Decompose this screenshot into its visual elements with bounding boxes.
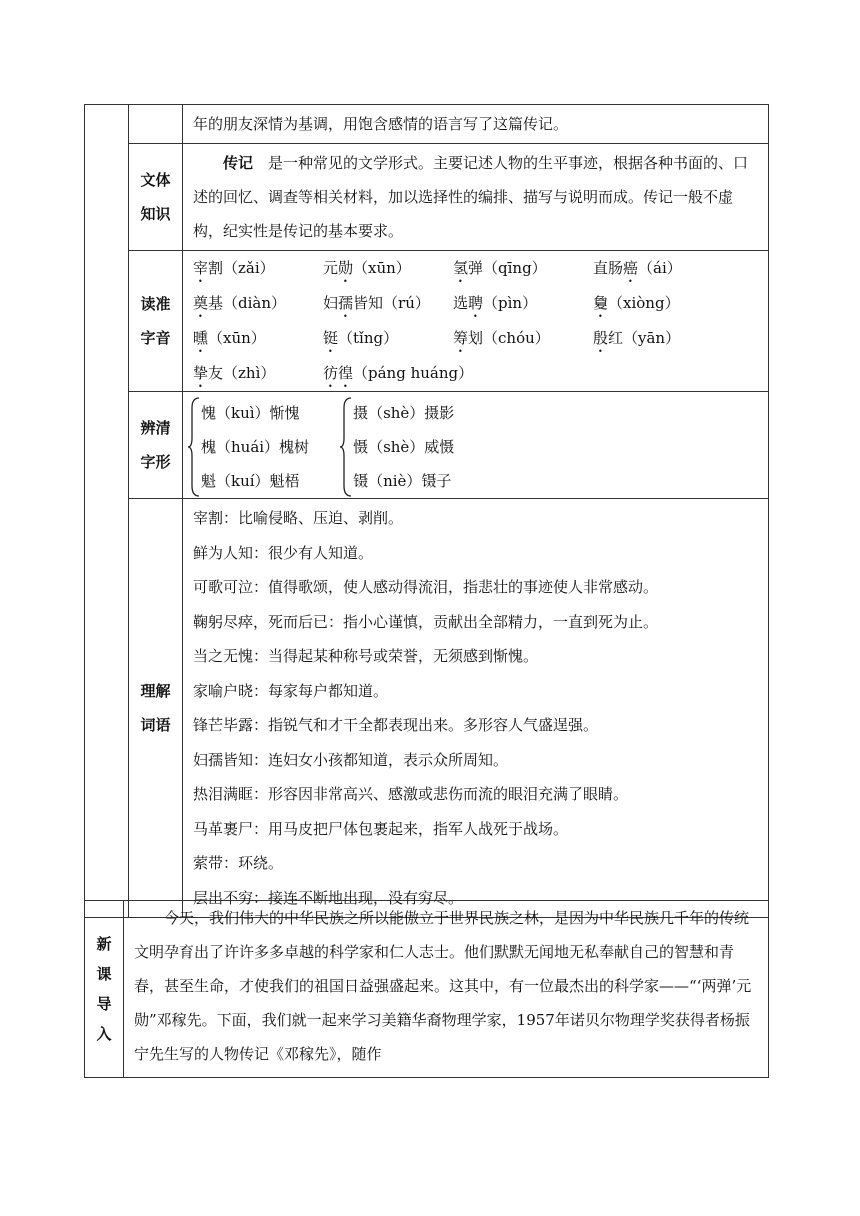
- vocab-item: 马革裹尸：用马皮把尸体包裹起来，指军人战死于战场。: [193, 819, 569, 838]
- vocab-label: 理解 词语: [129, 499, 183, 918]
- vocab-item: 宰割：比喻侵略、压迫、剥削。: [193, 509, 404, 527]
- vocab-item: 热泪满眶：形容因非常高兴、感激或悲伤而流的眼泪充满了眼睛。: [193, 785, 629, 803]
- pronunciation-item: 宰割（zǎi）: [193, 259, 275, 277]
- glyph-item: 魁（kuí）魁梧: [201, 472, 300, 490]
- pronunciation-item: 殷红（yān）: [593, 329, 681, 347]
- brace-icon: [187, 396, 201, 498]
- vocab-item: 当之无愧：当得起某种称号或荣誉，无须感到惭愧。: [193, 647, 539, 665]
- glyph-item: 槐（huái）槐树: [201, 438, 310, 456]
- genre-label: 文体 知识: [129, 144, 183, 251]
- pronunciation-item: 妇孺皆知（rú）: [323, 294, 430, 312]
- lesson-intro-text: 今天，我们伟大的中华民族之所以能傲立于世界民族之林，是因为中华民族几千年的传统文明孕育出了许许多多卓越的科学家和仁人志士。他们默默无闻地无私奉献自己的智慧和青春，甚至生命，才使我们的祖国日益强盛起来。这其中，有一位最杰出的科学家——“‘两弹’元勋”邓稼先。下面，我们就一起来学习美籍华裔物理学家，1957年诺贝尔物理学奖获得者杨振宁先生写的人物传记《邓稼先》，随作: [124, 901, 769, 1078]
- glyph-item: 镊（niè）镊子: [353, 472, 452, 490]
- lesson-intro-label: 新 课 导 入: [85, 901, 124, 1078]
- pronunciation-grid: [183, 251, 768, 391]
- pronunciation-item: 曛（xūn）: [193, 329, 266, 347]
- pronunciation-cell: [183, 251, 769, 392]
- glyph-cell: [183, 392, 769, 499]
- knowledge-table: [84, 104, 769, 918]
- pronunciation-item: 挚友（zhì）: [193, 364, 276, 382]
- pronunciation-item: 氢弹（qīng）: [453, 259, 547, 277]
- pronunciation-item: 敻（xiòng）: [593, 294, 680, 312]
- pronunciation-item: 直肠癌（ái）: [593, 259, 682, 277]
- pronunciation-item: 彷徨（páng huáng）: [323, 364, 474, 382]
- glyph-item: 慑（shè）威慑: [353, 438, 455, 456]
- pronunciation-item: 奠基（diàn）: [193, 294, 287, 312]
- vocab-item: 萦带：环绕。: [193, 854, 284, 872]
- glyph-group-1: [187, 396, 309, 498]
- empty-label-cell: [129, 105, 183, 144]
- glyph-item: 摄（shè）摄影: [353, 404, 455, 422]
- vocab-item: 家喻户晓：每家每户都知道。: [193, 681, 389, 700]
- vocab-item: 锋芒毕露：指锐气和才干全都表现出来。多形容人气盛逞强。: [193, 716, 599, 734]
- lesson-intro-table: [84, 900, 769, 1078]
- glyph-group-2: [339, 396, 454, 498]
- pronunciation-item: 铤（tǐng）: [323, 329, 399, 347]
- genre-text: 传记 是一种常见的文学形式。主要记述人物的生平事迹，根据各种书面的、口述的回忆、调查等相关材料，加以选择性的编排、描写与说明而成。传记一般不虚构，纪实性是传记的基本要求。: [183, 144, 769, 251]
- pronunciation-item: 元勋（xūn）: [323, 259, 411, 277]
- vocab-item: 层出不穷：接连不断地出现，没有穷尽。: [193, 888, 464, 907]
- left-margin-column: [85, 105, 129, 918]
- genre-term: 传记: [223, 154, 254, 172]
- brace-icon: [339, 396, 353, 498]
- vocab-item: 可歌可泣：值得歌颂，使人感动得流泪，指悲壮的事迹使人非常感动。: [193, 578, 659, 596]
- intro-continuation: 年的朋友深情为基调，用饱含感情的语言写了这篇传记。: [183, 105, 769, 144]
- pronunciation-label: 读准 字音: [129, 251, 183, 392]
- pronunciation-item: 选聘（pìn）: [453, 294, 538, 312]
- pronunciation-item: 筹划（chóu）: [453, 329, 550, 347]
- glyph-label: 辨清 字形: [129, 392, 183, 499]
- vocab-list: [183, 499, 769, 918]
- vocab-item: 鲜为人知：很少有人知道。: [193, 543, 374, 562]
- vocab-item: 鞠躬尽瘁，死而后已：指小心谨慎，贡献出全部精力，一直到死为止。: [193, 612, 659, 631]
- vocab-item: 妇孺皆知：连妇女小孩都知道，表示众所周知。: [193, 750, 509, 769]
- glyph-item: 愧（kuì）惭愧: [201, 404, 300, 422]
